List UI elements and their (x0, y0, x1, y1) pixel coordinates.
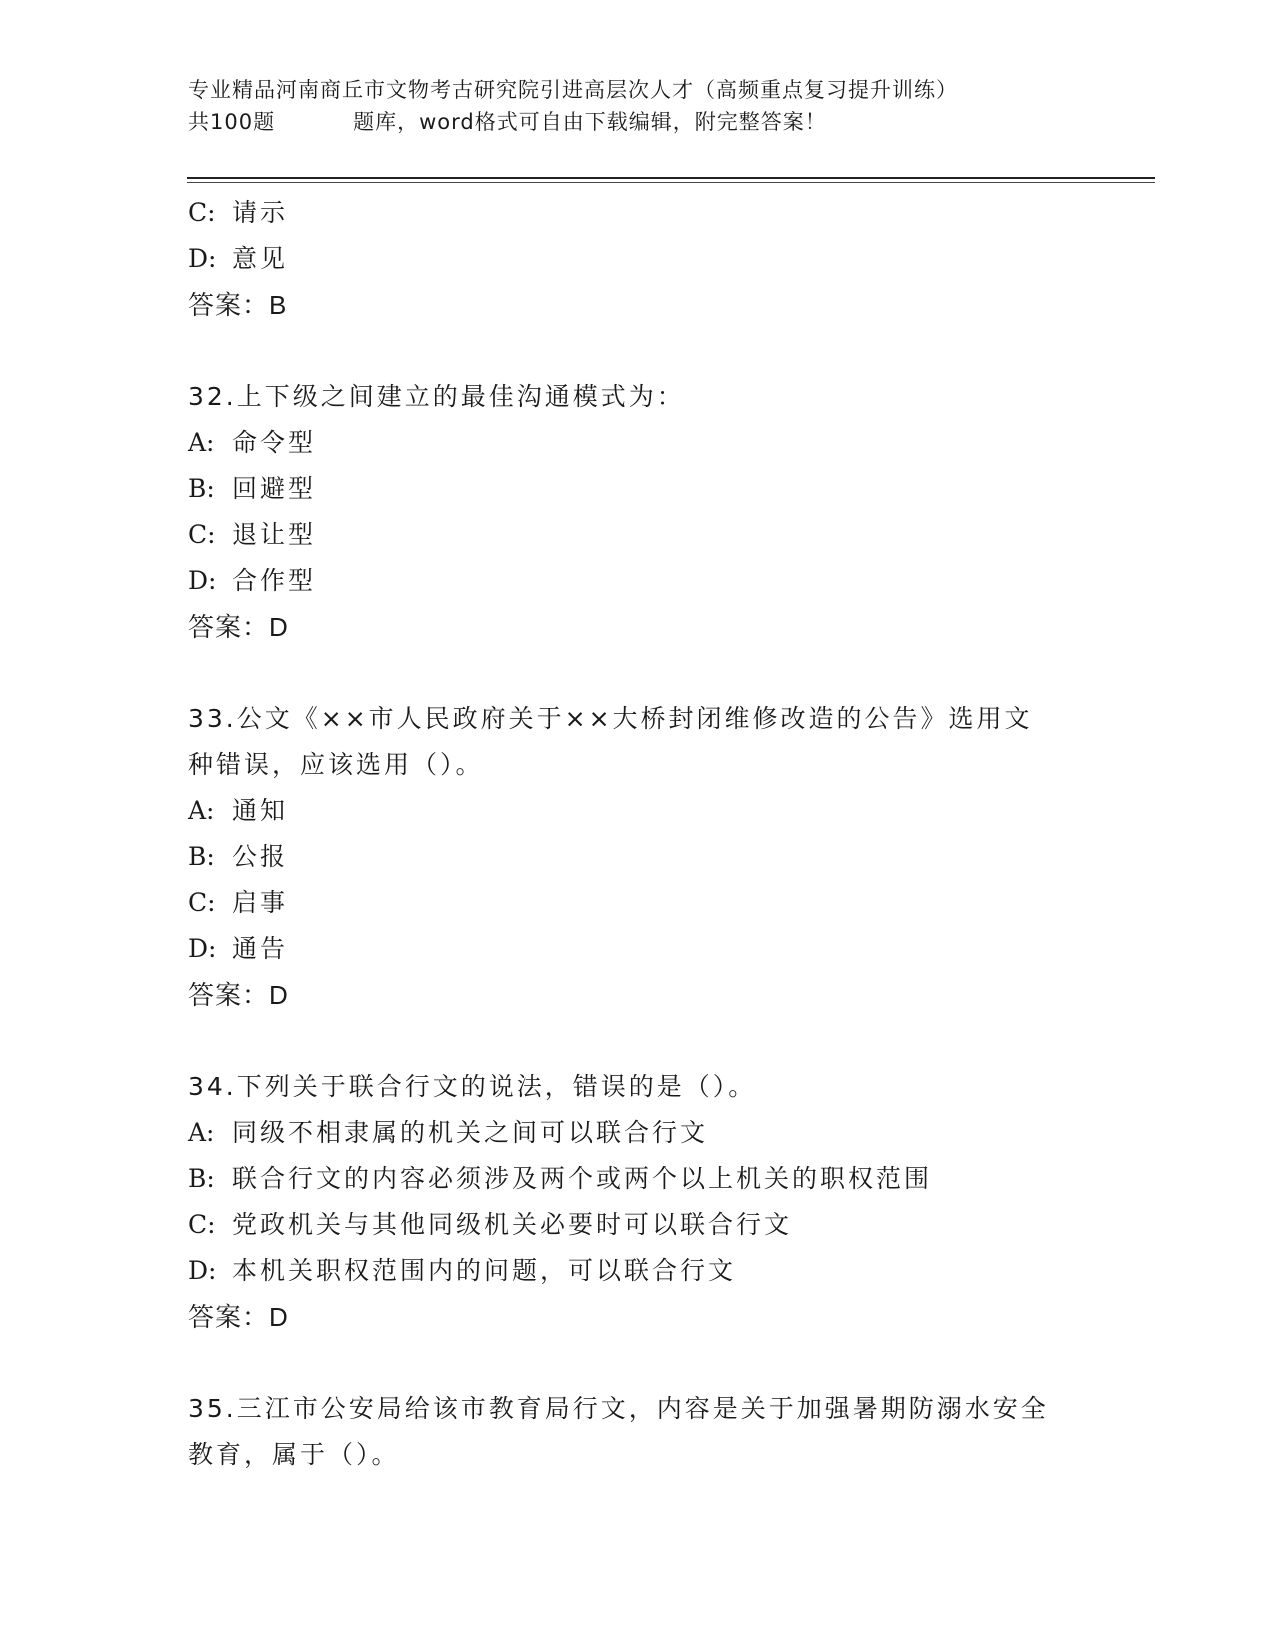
option-a (188, 420, 1088, 466)
option-key: D: (188, 1256, 217, 1285)
option-key: A: (188, 1118, 215, 1147)
option-text: 请示 (232, 198, 289, 227)
option-key: A: (188, 428, 215, 457)
answer: 答案：D (188, 980, 289, 1010)
option-text: 通告 (232, 934, 289, 963)
header-subtitle (188, 106, 1148, 138)
header-divider (187, 177, 1155, 179)
option-key: B: (188, 842, 215, 871)
option-key: A: (188, 796, 215, 825)
option-c (188, 880, 1088, 926)
option-key: C: (188, 520, 216, 549)
option-c (188, 1202, 1088, 1248)
option-text: 本机关职权范围内的问题，可以联合行文 (232, 1256, 737, 1285)
option-key: C: (188, 888, 216, 917)
header-title: 专业精品河南商丘市文物考古研究院引进高层次人才（高频重点复习提升训练） (188, 78, 958, 102)
option-text: 启事 (232, 888, 289, 917)
option-key: C: (188, 198, 216, 227)
option-text: 联合行文的内容必须涉及两个或两个以上机关的职权范围 (232, 1164, 933, 1193)
header-divider-thin (187, 182, 1155, 183)
option-text: 意见 (232, 244, 289, 273)
question-stem: 33.公文《××市人民政府关于××大桥封闭维修改造的公告》选用文种错误，应该选用（）。 (188, 704, 1033, 779)
option-c (188, 190, 1088, 236)
option-text: 通知 (232, 796, 289, 825)
answer: 答案：B (188, 290, 288, 320)
option-text: 命令型 (232, 428, 317, 457)
option-c (188, 512, 1088, 558)
option-key: B: (188, 474, 215, 503)
answer: 答案：D (188, 612, 289, 642)
option-text: 回避型 (232, 474, 317, 503)
question-stem: 32.上下级之间建立的最佳沟通模式为： (188, 382, 685, 411)
question-stem: 35.三江市公安局给该市教育局行文，内容是关于加强暑期防溺水安全教育，属于（）。 (188, 1394, 1049, 1469)
option-text: 公报 (232, 842, 289, 871)
option-a (188, 788, 1088, 834)
option-key: C: (188, 1210, 216, 1239)
option-b (188, 1156, 1088, 1202)
option-key: D: (188, 934, 217, 963)
option-text: 退让型 (232, 520, 317, 549)
question-stem: 34.下列关于联合行文的说法，错误的是（）。 (188, 1072, 757, 1101)
option-d (188, 236, 1088, 282)
question-count: 共100题 (188, 110, 276, 134)
option-b (188, 466, 1088, 512)
document-body (188, 190, 1088, 1478)
option-text: 党政机关与其他同级机关必要时可以联合行文 (232, 1210, 793, 1239)
option-b (188, 834, 1088, 880)
header-note: 题库，word格式可自由下载编辑，附完整答案！ (353, 110, 827, 134)
option-text: 同级不相隶属的机关之间可以联合行文 (232, 1118, 709, 1147)
option-key: B: (188, 1164, 215, 1193)
option-d (188, 1248, 1088, 1294)
option-a (188, 1110, 1088, 1156)
option-text: 合作型 (232, 566, 317, 595)
option-key: D: (188, 244, 217, 273)
answer: 答案：D (188, 1302, 289, 1332)
option-d (188, 558, 1088, 604)
document-header (188, 74, 1148, 138)
option-key: D: (188, 566, 217, 595)
option-d (188, 926, 1088, 972)
